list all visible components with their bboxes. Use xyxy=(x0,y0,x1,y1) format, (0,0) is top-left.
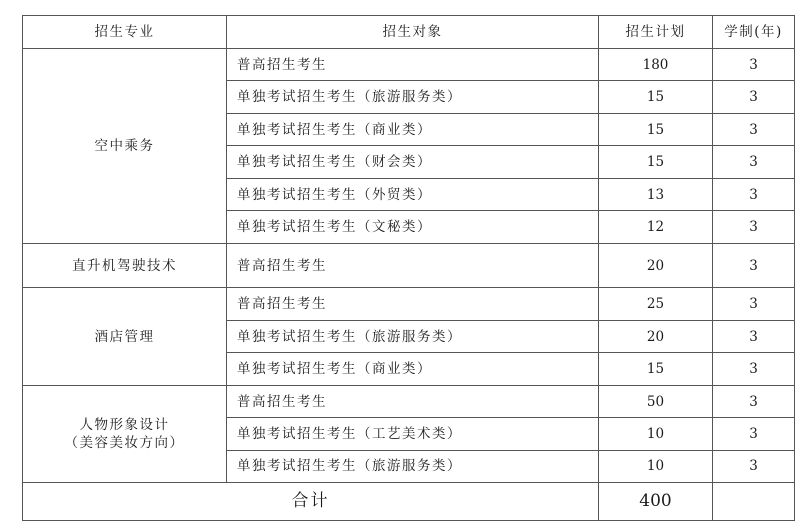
header-years: 学制(年) xyxy=(713,16,795,49)
years-cell: 3 xyxy=(713,418,795,450)
plan-cell: 12 xyxy=(599,211,713,243)
target-cell: 单独考试招生考生（文秘类） xyxy=(227,211,599,243)
years-cell: 3 xyxy=(713,353,795,385)
plan-cell: 10 xyxy=(599,418,713,450)
table-row xyxy=(23,49,795,81)
header-row xyxy=(23,16,795,49)
target-cell: 单独考试招生考生（商业类） xyxy=(227,353,599,385)
plan-cell: 15 xyxy=(599,81,713,113)
total-row xyxy=(23,483,795,521)
plan-cell: 180 xyxy=(599,49,713,81)
years-cell: 3 xyxy=(713,113,795,145)
enrollment-plan-table xyxy=(22,15,795,521)
table-row xyxy=(23,288,795,320)
years-cell: 3 xyxy=(713,320,795,352)
plan-cell: 20 xyxy=(599,320,713,352)
target-cell: 单独考试招生考生（旅游服务类） xyxy=(227,81,599,113)
target-cell: 单独考试招生考生（财会类） xyxy=(227,146,599,178)
header-target: 招生对象 xyxy=(227,16,599,49)
plan-cell: 50 xyxy=(599,385,713,417)
target-cell: 单独考试招生考生（旅游服务类） xyxy=(227,320,599,352)
years-cell: 3 xyxy=(713,243,795,288)
years-cell: 3 xyxy=(713,178,795,210)
target-cell: 普高招生考生 xyxy=(227,288,599,320)
target-cell: 单独考试招生考生（商业类） xyxy=(227,113,599,145)
header-major: 招生专业 xyxy=(23,16,227,49)
target-cell: 普高招生考生 xyxy=(227,385,599,417)
plan-cell: 13 xyxy=(599,178,713,210)
header-plan: 招生计划 xyxy=(599,16,713,49)
plan-cell: 15 xyxy=(599,353,713,385)
plan-cell: 15 xyxy=(599,146,713,178)
plan-cell: 15 xyxy=(599,113,713,145)
total-years xyxy=(713,483,795,521)
total-label: 合计 xyxy=(23,483,599,521)
years-cell: 3 xyxy=(713,211,795,243)
years-cell: 3 xyxy=(713,385,795,417)
plan-cell: 10 xyxy=(599,450,713,482)
years-cell: 3 xyxy=(713,81,795,113)
target-cell: 单独考试招生考生（外贸类） xyxy=(227,178,599,210)
major-cell: 空中乘务 xyxy=(23,49,227,244)
years-cell: 3 xyxy=(713,49,795,81)
major-cell: 人物形象设计 （美容美妆方向） xyxy=(23,385,227,482)
table-row xyxy=(23,243,795,288)
years-cell: 3 xyxy=(713,450,795,482)
major-cell: 直升机驾驶技术 xyxy=(23,243,227,288)
plan-cell: 25 xyxy=(599,288,713,320)
plan-cell: 20 xyxy=(599,243,713,288)
target-cell: 单独考试招生考生（旅游服务类） xyxy=(227,450,599,482)
major-cell: 酒店管理 xyxy=(23,288,227,385)
table-row xyxy=(23,385,795,417)
total-plan: 400 xyxy=(599,483,713,521)
target-cell: 普高招生考生 xyxy=(227,243,599,288)
target-cell: 普高招生考生 xyxy=(227,49,599,81)
years-cell: 3 xyxy=(713,288,795,320)
years-cell: 3 xyxy=(713,146,795,178)
target-cell: 单独考试招生考生（工艺美术类） xyxy=(227,418,599,450)
